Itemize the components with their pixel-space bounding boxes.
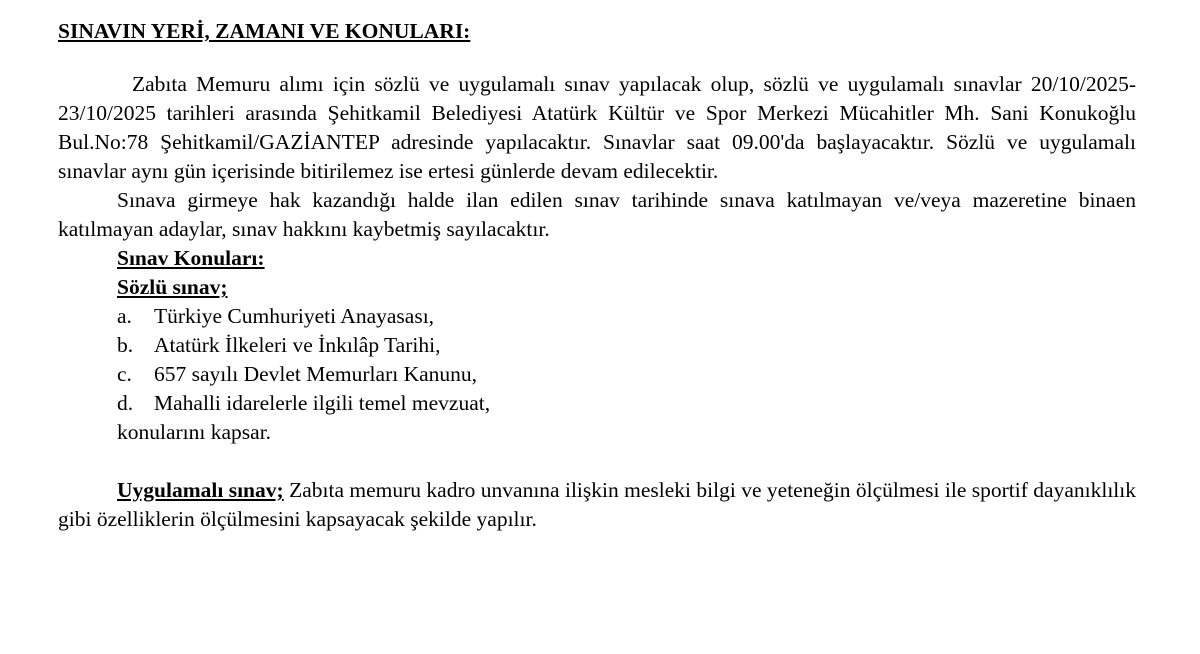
list-item (117, 360, 1136, 389)
topics-block (117, 244, 1136, 447)
practical-exam-paragraph (58, 476, 1136, 534)
list-item-text: Mahalli idarelerle ilgili temel mevzuat, (154, 391, 491, 415)
oral-topics-list (117, 302, 1136, 418)
document-page (58, 16, 1136, 534)
list-item-text: Türkiye Cumhuriyeti Anayasası, (154, 304, 435, 328)
list-marker: c. (117, 362, 132, 386)
list-item-text: 657 sayılı Devlet Memurları Kanunu, (154, 362, 478, 386)
list-marker: a. (117, 304, 132, 328)
list-item-text: Atatürk İlkeleri ve İnkılâp Tarihi, (154, 333, 441, 357)
practical-exam-text: Zabıta memuru kadro unvanına ilişkin mesleki bilgi ve yeteneğin ölçülmesi ile sportif dayanıklılık gibi özelliklerin ölçülmesini kapsayacak şekilde yapılır. (58, 478, 1136, 531)
list-item (117, 331, 1136, 360)
list-marker: b. (117, 333, 134, 357)
practical-exam-label: Uygulamalı sınav; (117, 478, 284, 502)
exam-location-paragraph: Zabıta Memuru alımı için sözlü ve uygulamalı sınav yapılacak olup, sözlü ve uygulamalı sınavlar 20/10/2025-23/10/2025 tarihleri arasında Şehitkamil Belediyesi Atatürk Kültür ve Spor Merkezi Mücahitler Mh. Sani Konukoğlu Bul.No:78 Şehitkamil/GAZİANTEP adresinde yapılacaktır. Sınavlar saat 09.00'da başlayacaktır. Sözlü ve uygulamalı sınavlar aynı gün içerisinde bitirilemez ise ertesi günlerde devam edilecektir. (58, 72, 1136, 183)
list-item (117, 302, 1136, 331)
section-heading: SINAVIN YERİ, ZAMANI VE KONULARI: (58, 19, 471, 43)
list-marker: d. (117, 391, 134, 415)
oral-closing-text: konularını kapsar. (117, 420, 272, 444)
absence-paragraph: Sınava girmeye hak kazandığı halde ilan edilen sınav tarihinde sınava katılmayan ve/veya mazeretine binaen katılmayan adaylar, sınav hakkını kaybetmiş sayılacaktır. (58, 188, 1136, 241)
list-item (117, 389, 1136, 418)
topics-heading: Sınav Konuları: (117, 246, 265, 270)
oral-exam-heading: Sözlü sınav; (117, 275, 228, 299)
